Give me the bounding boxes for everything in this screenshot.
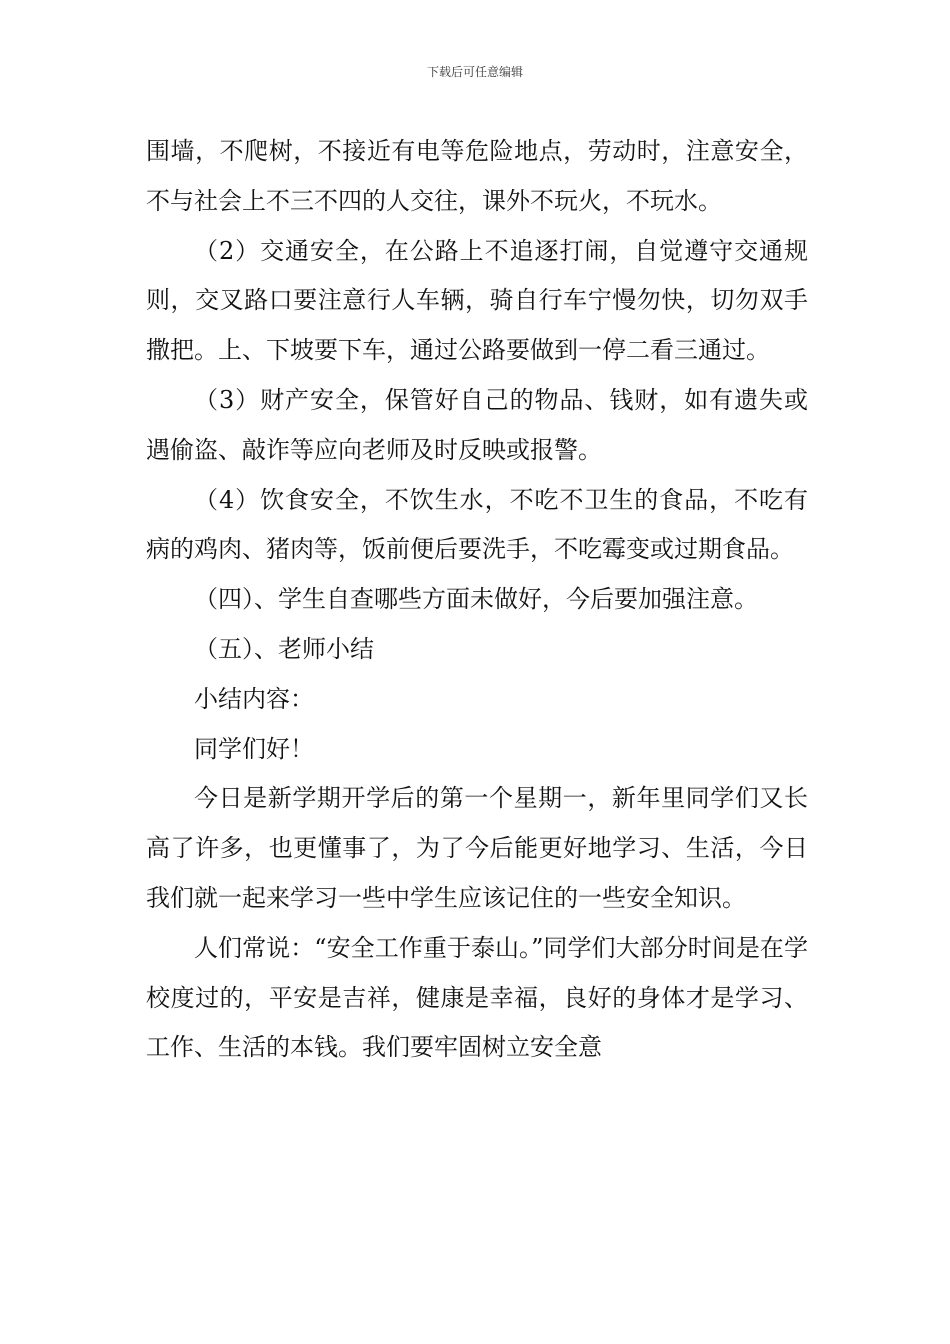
section-teacher-summary: （五）、老师小结: [194, 634, 374, 663]
page-header: 下载后可任意编辑: [426, 65, 523, 79]
section-self-check: （四）、学生自查哪些方面未做好，今后要加强注意。: [194, 585, 758, 614]
paragraph-safety-importance: 人们常说：“安全工作重于泰山。”同学们大部分时间是在学校度过的，平安是吉祥，健康是幸福，良好的身体才是学习、工作、生活的本钱。我们要牢固树立安全意: [146, 933, 808, 1062]
paragraph-traffic-safety: （2）交通安全，在公路上不追逐打闹，自觉遵守交通规则，交叉路口要注意行人车辆，骑自行车宁慢勿快，切勿双手撒把。上、下坡要下车，通过公路要做到一停二看三通过。: [146, 236, 808, 365]
summary-content-label: 小结内容：: [194, 684, 314, 713]
paragraph-property-safety: （3）财产安全，保管好自己的物品、钱财，如有遗失或遇偷盗、敲诈等应向老师及时反映或报警。: [146, 385, 808, 464]
paragraph-continuation: 围墙，不爬树，不接近有电等危险地点，劳动时，注意安全，不与社会上不三不四的人交往，课外不玩火，不玩水。: [146, 137, 808, 215]
paragraph-introduction: 今日是新学期开学后的第一个星期一，新年里同学们又长高了许多，也更懂事了，为了今后能更好地学习、生活，今日我们就一起来学习一些中学生应该记住的一些安全知识。: [146, 784, 808, 912]
greeting: 同学们好！: [194, 734, 314, 763]
document-body: [146, 127, 808, 1073]
paragraph-food-safety: （4）饮食安全，不饮生水，不吃不卫生的食品，不吃有病的鸡肉、猪肉等，饭前便后要洗手，不吃霉变或过期食品。: [146, 485, 808, 564]
